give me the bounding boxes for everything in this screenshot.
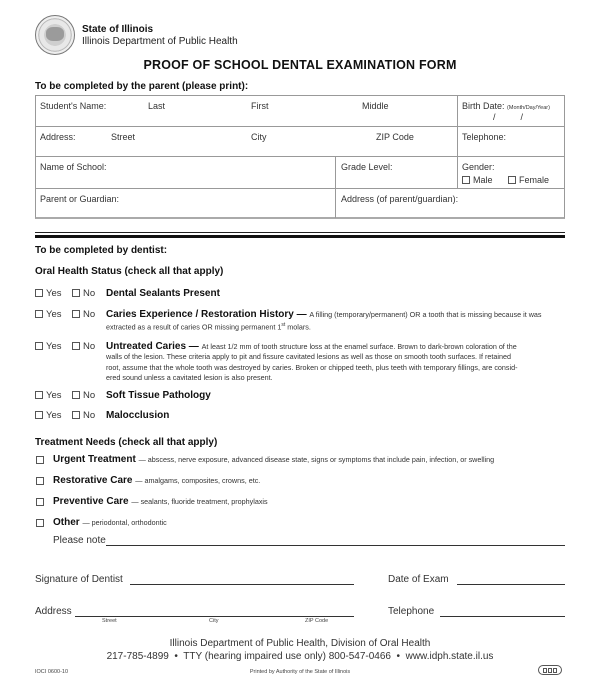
oral-health-heading: Oral Health Status (check all that apply) bbox=[35, 266, 224, 277]
street-label: Street bbox=[111, 132, 136, 142]
soft-tissue-label: Soft Tissue Pathology bbox=[106, 390, 211, 401]
birth-date-field[interactable] bbox=[458, 96, 564, 126]
other-treatment-label: Other — periodontal, orthodontic bbox=[53, 517, 167, 528]
footer-division: Illinois Department of Public Health, Division of Oral Health bbox=[169, 638, 431, 649]
preventive-care-checkbox[interactable] bbox=[36, 498, 44, 506]
checkbox-icon bbox=[35, 342, 43, 350]
caries-experience-no-checkbox[interactable]: No bbox=[72, 309, 95, 320]
printed-by-authority: Printed by Authority of the State of Illinois bbox=[249, 669, 351, 675]
footer-contact: 217-785-4899 • TTY (hearing impaired use only) 800-547-0466 • www.idph.state.il.us bbox=[106, 651, 494, 662]
sealants-no-checkbox[interactable]: No bbox=[72, 288, 95, 299]
city-label: City bbox=[251, 132, 267, 142]
grade-level-label: Grade Level: bbox=[341, 162, 393, 172]
first-name-label: First bbox=[251, 101, 269, 111]
date-of-exam-label: Date of Exam bbox=[388, 574, 449, 585]
dentist-section-heading: To be completed by dentist: bbox=[35, 245, 168, 256]
birth-date-label: Birth Date: (Month/Day/Year) bbox=[462, 101, 550, 111]
checkbox-icon bbox=[35, 391, 43, 399]
state-name: State of Illinois bbox=[82, 24, 154, 35]
checkbox-icon bbox=[72, 391, 80, 399]
form-code: IOCI 0600-10 bbox=[35, 669, 69, 675]
caries-experience-description: extracted as a result of caries OR missing permanent 1st molars. bbox=[106, 322, 311, 332]
address-street-sublabel: Street bbox=[102, 618, 117, 624]
department-name: Illinois Department of Public Health bbox=[82, 36, 238, 47]
telephone-label: Telephone: bbox=[462, 132, 507, 142]
union-bug-icon bbox=[538, 665, 562, 675]
student-name-label: Student's Name: bbox=[40, 101, 107, 111]
zip-label: ZIP Code bbox=[376, 132, 414, 142]
checkbox-icon bbox=[35, 310, 43, 318]
grade-level-field[interactable] bbox=[336, 157, 457, 188]
untreated-caries-description: walls of the lesion. These criteria apply to pit and fissure cavitated lesions as well as those on smooth tooth surfaces. If retained root, assume that the whole tooth was destroyed by caries. Broken or chipped teeth, plus teeth with temporary fillings, are consid- ered sound unless a cavitated lesion is also present. bbox=[106, 352, 518, 382]
birth-date-separators: / / bbox=[493, 112, 524, 122]
address-field[interactable] bbox=[36, 127, 457, 156]
checkbox-icon bbox=[508, 176, 516, 184]
telephone-field[interactable] bbox=[458, 127, 564, 156]
untreated-caries-yes-checkbox[interactable]: Yes bbox=[35, 341, 62, 352]
checkbox-icon bbox=[72, 289, 80, 297]
address-label: Address: bbox=[40, 132, 76, 142]
caries-experience-label: Caries Experience / Restoration History — A filling (temporary/permanent) OR a tooth that is missing because it was bbox=[106, 309, 542, 320]
guardian-name-field[interactable] bbox=[36, 189, 335, 218]
gender-label: Gender: bbox=[462, 162, 495, 172]
gender-field bbox=[458, 157, 564, 188]
dentist-address-label: Address bbox=[35, 606, 72, 617]
form-title: PROOF OF SCHOOL DENTAL EXAMINATION FORM bbox=[143, 58, 457, 72]
sealants-yes-checkbox[interactable]: Yes bbox=[35, 288, 62, 299]
gender-female-checkbox[interactable]: Female bbox=[508, 175, 549, 185]
address-zip-sublabel: ZIP Code bbox=[305, 618, 329, 624]
last-name-label: Last bbox=[148, 101, 166, 111]
please-note-label: Please note bbox=[53, 535, 106, 546]
student-name-field[interactable] bbox=[36, 96, 457, 126]
dental-sealants-label: Dental Sealants Present bbox=[106, 288, 220, 299]
checkbox-icon bbox=[72, 342, 80, 350]
malocclusion-no-checkbox[interactable]: No bbox=[72, 410, 95, 421]
dentist-telephone-input[interactable] bbox=[440, 616, 565, 617]
checkbox-icon bbox=[35, 411, 43, 419]
checkbox-icon bbox=[35, 289, 43, 297]
treatment-needs-heading: Treatment Needs (check all that apply) bbox=[35, 437, 218, 448]
checkbox-icon bbox=[72, 310, 80, 318]
untreated-caries-no-checkbox[interactable]: No bbox=[72, 341, 95, 352]
guardian-address-field[interactable] bbox=[336, 189, 564, 218]
urgent-treatment-label: Urgent Treatment — abscess, nerve exposure, advanced disease state, signs or symptoms that include pain, infection, or swelling bbox=[53, 454, 495, 465]
school-name-field[interactable] bbox=[36, 157, 335, 188]
state-seal-icon bbox=[35, 15, 75, 55]
soft-tissue-yes-checkbox[interactable]: Yes bbox=[35, 390, 62, 401]
section-divider bbox=[35, 232, 565, 238]
date-of-exam-input[interactable] bbox=[457, 584, 565, 585]
restorative-care-label: Restorative Care — amalgams, composites, crowns, etc. bbox=[53, 475, 261, 486]
untreated-caries-label: Untreated Caries — At least 1/2 mm of tooth structure loss at the enamel surface. Brown to dark-brown coloration of the bbox=[106, 341, 517, 352]
gender-male-checkbox[interactable]: Male bbox=[462, 175, 493, 185]
checkbox-icon bbox=[462, 176, 470, 184]
address-city-sublabel: City bbox=[209, 618, 219, 624]
school-name-label: Name of School: bbox=[40, 162, 107, 172]
dentist-signature-input[interactable] bbox=[130, 584, 354, 585]
parent-info-table bbox=[35, 95, 565, 219]
other-treatment-checkbox[interactable] bbox=[36, 519, 44, 527]
middle-name-label: Middle bbox=[362, 101, 389, 111]
dentist-address-input[interactable] bbox=[75, 616, 354, 617]
guardian-label: Parent or Guardian: bbox=[40, 194, 120, 204]
malocclusion-yes-checkbox[interactable]: Yes bbox=[35, 410, 62, 421]
caries-experience-yes-checkbox[interactable]: Yes bbox=[35, 309, 62, 320]
preventive-care-label: Preventive Care — sealants, fluoride treatment, prophylaxis bbox=[53, 496, 268, 507]
dentist-telephone-label: Telephone bbox=[388, 606, 435, 617]
guardian-address-label: Address (of parent/guardian): bbox=[341, 194, 459, 204]
restorative-care-checkbox[interactable] bbox=[36, 477, 44, 485]
please-note-input[interactable] bbox=[106, 545, 565, 546]
parent-section-heading: To be completed by the parent (please print): bbox=[35, 81, 249, 92]
checkbox-icon bbox=[72, 411, 80, 419]
soft-tissue-no-checkbox[interactable]: No bbox=[72, 390, 95, 401]
dentist-signature-label: Signature of Dentist bbox=[35, 574, 123, 585]
urgent-treatment-checkbox[interactable] bbox=[36, 456, 44, 464]
malocclusion-label: Malocclusion bbox=[106, 410, 170, 421]
